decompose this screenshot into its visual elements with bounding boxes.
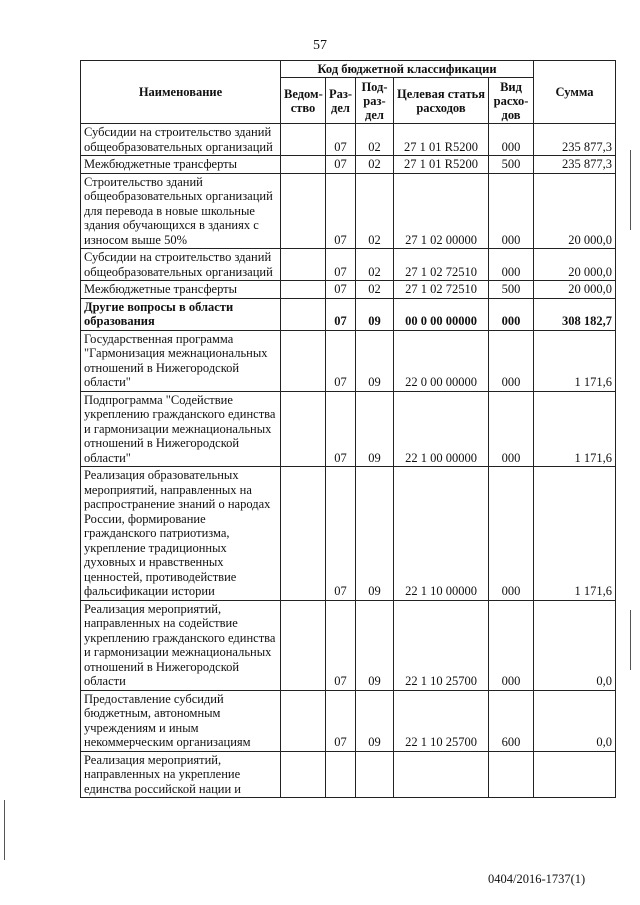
table-row [81, 298, 616, 330]
page-number: 57 [313, 38, 327, 53]
cell-vid: 000 [489, 124, 534, 156]
header-vedomstvo: Ведом-ство [281, 78, 326, 124]
cell-vedomstvo [281, 124, 326, 156]
cell-razdel: 07 [326, 600, 356, 690]
table-row [81, 467, 616, 601]
cell-vedomstvo [281, 173, 326, 249]
scan-edge-mark [630, 610, 631, 670]
cell-vedomstvo [281, 298, 326, 330]
cell-vedomstvo [281, 156, 326, 174]
cell-target: 27 1 02 00000 [394, 173, 489, 249]
cell-podrazdel: 02 [356, 249, 394, 281]
cell-target: 22 1 10 00000 [394, 467, 489, 601]
cell-razdel: 07 [326, 467, 356, 601]
table-row [81, 156, 616, 174]
cell-name: Субсидии на строительство зданий общеобразовательных организаций [81, 124, 281, 156]
cell-name: Субсидии на строительство зданий общеобразовательных организаций [81, 249, 281, 281]
cell-razdel: 07 [326, 690, 356, 751]
cell-vedomstvo [281, 281, 326, 299]
header-vid: Вид расхо-дов [489, 78, 534, 124]
cell-sum: 308 182,7 [534, 298, 616, 330]
cell-sum: 1 171,6 [534, 391, 616, 467]
cell-sum: 235 877,3 [534, 124, 616, 156]
header-name: Наименование [81, 61, 281, 124]
cell-sum: 20 000,0 [534, 281, 616, 299]
cell-name: Межбюджетные трансферты [81, 281, 281, 299]
cell-sum [534, 751, 616, 798]
cell-podrazdel: 09 [356, 690, 394, 751]
cell-sum: 20 000,0 [534, 173, 616, 249]
cell-name: Реализация образовательных мероприятий, направленных на распространение знаний о народах России, формирование гражданского патриотизма, укрепление традиционных духовных и нравственных ценностей, противодействие фальсификации истории [81, 467, 281, 601]
cell-podrazdel: 09 [356, 298, 394, 330]
cell-vid: 000 [489, 467, 534, 601]
cell-name: Предоставление субсидий бюджетным, автономным учреждениям и иным некоммерческим организациям [81, 690, 281, 751]
cell-podrazdel: 09 [356, 330, 394, 391]
cell-sum: 1 171,6 [534, 330, 616, 391]
cell-target: 27 1 02 72510 [394, 249, 489, 281]
table-row [81, 751, 616, 798]
cell-target: 27 1 01 R5200 [394, 124, 489, 156]
cell-name: Реализация мероприятий, направленных на укрепление единства российской нации и [81, 751, 281, 798]
cell-name: Межбюджетные трансферты [81, 156, 281, 174]
cell-vedomstvo [281, 690, 326, 751]
cell-target: 22 1 10 25700 [394, 600, 489, 690]
cell-podrazdel: 02 [356, 156, 394, 174]
header-podrazdel: Под-раз-дел [356, 78, 394, 124]
table-row [81, 391, 616, 467]
cell-razdel [326, 751, 356, 798]
cell-podrazdel: 02 [356, 124, 394, 156]
table-row [81, 330, 616, 391]
scan-edge-mark [630, 150, 631, 230]
cell-sum: 1 171,6 [534, 467, 616, 601]
cell-razdel: 07 [326, 391, 356, 467]
cell-razdel: 07 [326, 124, 356, 156]
cell-name: Строительство зданий общеобразовательных организаций для перевода в новые школьные здания обучающихся в зданиях с износом выше 50% [81, 173, 281, 249]
cell-vid: 000 [489, 298, 534, 330]
cell-razdel: 07 [326, 173, 356, 249]
cell-vedomstvo [281, 751, 326, 798]
table-row [81, 281, 616, 299]
cell-sum: 0,0 [534, 600, 616, 690]
header-target: Целевая статья расходов [394, 78, 489, 124]
header-razdel: Раз-дел [326, 78, 356, 124]
cell-sum: 20 000,0 [534, 249, 616, 281]
table-row [81, 249, 616, 281]
cell-vid: 000 [489, 600, 534, 690]
cell-name: Реализация мероприятий, направленных на содействие укреплению гражданского единства и гармонизации межнациональных отношений в Нижегородской области [81, 600, 281, 690]
cell-vid: 500 [489, 156, 534, 174]
table-row [81, 690, 616, 751]
cell-vid: 500 [489, 281, 534, 299]
table-row [81, 124, 616, 156]
cell-sum: 0,0 [534, 690, 616, 751]
cell-vid: 000 [489, 330, 534, 391]
cell-vedomstvo [281, 467, 326, 601]
cell-razdel: 07 [326, 281, 356, 299]
cell-vedomstvo [281, 600, 326, 690]
cell-podrazdel: 09 [356, 467, 394, 601]
cell-target: 27 1 01 R5200 [394, 156, 489, 174]
cell-name: Государственная программа "Гармонизация межнациональных отношений в Нижегородской области" [81, 330, 281, 391]
cell-target: 00 0 00 00000 [394, 298, 489, 330]
table-row [81, 173, 616, 249]
cell-podrazdel [356, 751, 394, 798]
cell-vid: 600 [489, 690, 534, 751]
cell-vid: 000 [489, 173, 534, 249]
cell-razdel: 07 [326, 249, 356, 281]
cell-target [394, 751, 489, 798]
budget-table [80, 60, 616, 798]
document-code: 0404/2016-1737(1) [488, 872, 586, 886]
cell-podrazdel: 02 [356, 281, 394, 299]
cell-vid: 000 [489, 391, 534, 467]
cell-vid: 000 [489, 249, 534, 281]
header-classification-group: Код бюджетной классификации [281, 61, 534, 78]
cell-podrazdel: 09 [356, 600, 394, 690]
cell-vid [489, 751, 534, 798]
cell-podrazdel: 02 [356, 173, 394, 249]
cell-target: 22 0 00 00000 [394, 330, 489, 391]
cell-razdel: 07 [326, 298, 356, 330]
cell-podrazdel: 09 [356, 391, 394, 467]
cell-razdel: 07 [326, 156, 356, 174]
cell-sum: 235 877,3 [534, 156, 616, 174]
table-row [81, 600, 616, 690]
cell-vedomstvo [281, 391, 326, 467]
cell-vedomstvo [281, 330, 326, 391]
cell-target: 27 1 02 72510 [394, 281, 489, 299]
cell-name: Подпрограмма "Содействие укреплению гражданского единства и гармонизации межнациональных отношений в Нижегородской области" [81, 391, 281, 467]
scan-edge-mark [4, 800, 5, 860]
cell-razdel: 07 [326, 330, 356, 391]
cell-name: Другие вопросы в области образования [81, 298, 281, 330]
header-sum: Сумма [534, 61, 616, 124]
cell-target: 22 1 00 00000 [394, 391, 489, 467]
cell-vedomstvo [281, 249, 326, 281]
cell-target: 22 1 10 25700 [394, 690, 489, 751]
